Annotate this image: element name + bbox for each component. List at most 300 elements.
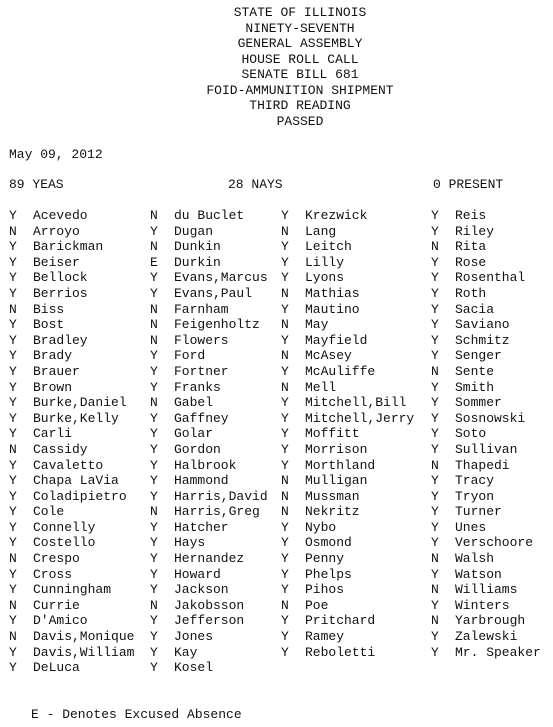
- vote-row: [281, 520, 414, 536]
- vote-mark: Y: [431, 208, 439, 223]
- vote-mark: Y: [431, 441, 439, 457]
- vote-row: [150, 582, 268, 598]
- member-name: Durkin: [174, 254, 221, 270]
- vote-row: [150, 395, 268, 411]
- vote-mark: Y: [431, 317, 439, 333]
- vote-row: [150, 613, 268, 629]
- member-name: Ramey: [305, 629, 345, 645]
- vote-row: [150, 380, 268, 396]
- member-name: Turner: [455, 504, 502, 520]
- member-name: Jakobsson: [174, 597, 245, 613]
- member-name: Cross: [33, 566, 73, 582]
- member-name: Carli: [33, 426, 73, 442]
- vote-row: [9, 458, 134, 474]
- vote-row: [281, 333, 414, 349]
- member-name: Evans,Paul: [174, 285, 253, 301]
- vote-row: [281, 380, 414, 396]
- vote-row: [150, 286, 268, 302]
- vote-row: [431, 551, 541, 567]
- vote-mark: N: [150, 317, 158, 333]
- vote-row: [150, 333, 268, 349]
- vote-row: [9, 224, 134, 240]
- member-name: Costello: [33, 535, 96, 551]
- vote-mark: Y: [150, 410, 158, 426]
- member-name: Watson: [455, 566, 502, 582]
- vote-mark: Y: [150, 613, 158, 629]
- vote-mark: Y: [150, 270, 158, 286]
- member-name: Ford: [174, 348, 206, 364]
- vote-mark: Y: [9, 254, 17, 270]
- member-name: Nybo: [305, 519, 337, 535]
- member-name: Rosenthal: [455, 270, 526, 286]
- vote-row: [431, 395, 541, 411]
- vote-row: [150, 458, 268, 474]
- vote-row: [431, 286, 541, 302]
- vote-row: [431, 582, 541, 598]
- vote-row: [150, 535, 268, 551]
- member-name: Gaffney: [174, 410, 229, 426]
- vote-row: [9, 208, 134, 224]
- vote-mark: Y: [9, 317, 17, 333]
- vote-mark: N: [9, 441, 17, 457]
- vote-mark: Y: [9, 285, 17, 301]
- vote-mark: Y: [150, 660, 158, 676]
- vote-mark: Y: [9, 426, 17, 442]
- member-name: Poe: [305, 597, 329, 613]
- vote-row: [431, 613, 541, 629]
- vote-mark: Y: [150, 426, 158, 442]
- vote-row: [9, 645, 134, 661]
- vote-mark: Y: [431, 410, 439, 426]
- vote-row: [431, 348, 541, 364]
- member-name: du Buclet: [174, 208, 245, 223]
- member-name: Lang: [305, 223, 337, 239]
- vote-row: [281, 395, 414, 411]
- member-name: Harris,Greg: [174, 504, 260, 520]
- vote-row: [281, 489, 414, 505]
- member-name: Leitch: [305, 239, 352, 255]
- vote-mark: N: [150, 208, 158, 223]
- member-name: Rose: [455, 254, 487, 270]
- vote-mark: N: [431, 551, 439, 567]
- vote-mark: Y: [431, 644, 439, 660]
- vote-row: [9, 364, 134, 380]
- vote-mark: Y: [431, 535, 439, 551]
- member-name: Zalewski: [455, 629, 518, 645]
- vote-row: [431, 535, 541, 551]
- vote-row: [150, 645, 268, 661]
- vote-row: [9, 442, 134, 458]
- member-name: Howard: [174, 566, 221, 582]
- member-name: Schmitz: [455, 332, 510, 348]
- vote-mark: Y: [9, 644, 17, 660]
- header-bill-number: SENATE BILL 681: [241, 67, 359, 82]
- vote-row: [281, 302, 414, 318]
- vote-mark: Y: [431, 629, 439, 645]
- member-name: Rita: [455, 239, 487, 255]
- vote-row: [9, 629, 134, 645]
- member-name: Saviano: [455, 317, 510, 333]
- member-name: Berrios: [33, 285, 88, 301]
- vote-row: [281, 598, 414, 614]
- vote-row: [9, 270, 134, 286]
- vote-mark: Y: [150, 566, 158, 582]
- vote-row: [9, 567, 134, 583]
- vote-mark: N: [281, 504, 289, 520]
- vote-mark: Y: [281, 426, 289, 442]
- vote-mark: N: [281, 488, 289, 504]
- vote-row: [9, 660, 134, 676]
- member-name: Mathias: [305, 285, 360, 301]
- header-bill-title: FOID-AMMUNITION SHIPMENT: [206, 82, 394, 98]
- vote-mark: Y: [281, 613, 289, 629]
- header-session: NINETY-SEVENTH: [245, 20, 355, 36]
- vote-row: [431, 224, 541, 240]
- member-name: Jones: [174, 629, 214, 645]
- member-name: Winters: [455, 597, 510, 613]
- member-name: Morrison: [305, 441, 368, 457]
- vote-row: [281, 458, 414, 474]
- vote-mark: N: [150, 597, 158, 613]
- vote-mark: Y: [431, 348, 439, 364]
- member-name: Cunningham: [33, 582, 112, 598]
- member-name: Coladipietro: [33, 488, 127, 504]
- vote-row: [9, 395, 134, 411]
- vote-mark: Y: [9, 519, 17, 535]
- roll-call-header: [0, 5, 553, 129]
- member-name: Osmond: [305, 535, 352, 551]
- member-name: Lilly: [305, 254, 345, 270]
- vote-row: [431, 442, 541, 458]
- vote-mark: Y: [150, 348, 158, 364]
- member-name: Reboletti: [305, 644, 376, 660]
- vote-row: [431, 473, 541, 489]
- member-name: DeLuca: [33, 660, 80, 676]
- member-name: Sente: [455, 363, 495, 379]
- vote-row: [150, 224, 268, 240]
- member-name: Mayfield: [305, 332, 368, 348]
- member-name: Currie: [33, 597, 80, 613]
- vote-mark: Y: [150, 519, 158, 535]
- vote-row: [431, 317, 541, 333]
- member-name: Smith: [455, 379, 495, 395]
- member-name: Reis: [455, 208, 487, 223]
- vote-row: [281, 286, 414, 302]
- vote-row: [150, 629, 268, 645]
- vote-row: [150, 411, 268, 427]
- member-name: Pihos: [305, 582, 345, 598]
- member-name: Mr. Speaker: [455, 644, 541, 660]
- vote-mark: Y: [150, 551, 158, 567]
- member-name: Senger: [455, 348, 502, 364]
- vote-mark: Y: [431, 473, 439, 489]
- vote-mark: Y: [281, 629, 289, 645]
- vote-mark: Y: [431, 301, 439, 317]
- vote-row: [150, 504, 268, 520]
- vote-mark: Y: [9, 332, 17, 348]
- member-name: Kosel: [174, 660, 214, 676]
- member-name: Cavaletto: [33, 457, 104, 473]
- vote-mark: Y: [281, 332, 289, 348]
- vote-mark: Y: [281, 582, 289, 598]
- vote-mark: Y: [431, 519, 439, 535]
- member-name: Pritchard: [305, 613, 376, 629]
- vote-mark: Y: [150, 644, 158, 660]
- vote-row: [150, 551, 268, 567]
- vote-row: [9, 348, 134, 364]
- member-name: Lyons: [305, 270, 345, 286]
- vote-mark: N: [9, 301, 17, 317]
- vote-row: [281, 270, 414, 286]
- vote-mark: Y: [9, 504, 17, 520]
- vote-mark: Y: [150, 363, 158, 379]
- member-name: Fortner: [174, 363, 229, 379]
- member-name: Gabel: [174, 395, 214, 411]
- vote-row: [431, 411, 541, 427]
- member-name: Connelly: [33, 519, 96, 535]
- vote-row: [150, 270, 268, 286]
- vote-mark: Y: [281, 363, 289, 379]
- member-name: Cassidy: [33, 441, 88, 457]
- vote-mark: Y: [281, 519, 289, 535]
- vote-mark: Y: [281, 441, 289, 457]
- vote-mark: N: [150, 332, 158, 348]
- vote-mark: Y: [281, 566, 289, 582]
- vote-row: [9, 582, 134, 598]
- vote-mark: Y: [431, 379, 439, 395]
- member-name: Feigenholtz: [174, 317, 260, 333]
- member-name: Davis,William: [33, 644, 135, 660]
- vote-mark: N: [281, 317, 289, 333]
- member-name: Hernandez: [174, 551, 245, 567]
- vote-mark: Y: [150, 285, 158, 301]
- vote-mark: Y: [9, 239, 17, 255]
- member-name: Gordon: [174, 441, 221, 457]
- vote-mark: N: [431, 457, 439, 473]
- vote-mark: N: [431, 363, 439, 379]
- vote-mark: Y: [150, 441, 158, 457]
- present-count: 0 PRESENT: [433, 177, 504, 192]
- member-name: Williams: [455, 582, 518, 598]
- vote-mark: Y: [431, 566, 439, 582]
- vote-mark: N: [431, 582, 439, 598]
- member-name: Hatcher: [174, 519, 229, 535]
- vote-row: [150, 426, 268, 442]
- vote-row: [150, 473, 268, 489]
- vote-mark: Y: [9, 208, 17, 223]
- vote-row: [150, 348, 268, 364]
- vote-row: [150, 660, 268, 676]
- member-name: Hays: [174, 535, 206, 551]
- member-name: Mitchell,Bill: [305, 395, 407, 411]
- vote-mark: N: [431, 239, 439, 255]
- vote-mark: Y: [431, 254, 439, 270]
- header-roll-call: HOUSE ROLL CALL: [241, 51, 359, 67]
- vote-row: [281, 348, 414, 364]
- vote-row: [281, 239, 414, 255]
- vote-mark: Y: [281, 270, 289, 286]
- member-name: Brauer: [33, 363, 80, 379]
- vote-row: [9, 239, 134, 255]
- vote-row: [9, 598, 134, 614]
- vote-mark: Y: [150, 473, 158, 489]
- vote-row: [9, 333, 134, 349]
- member-name: Hammond: [174, 473, 229, 489]
- vote-mark: Y: [150, 629, 158, 645]
- vote-mark: Y: [9, 395, 17, 411]
- vote-mark: Y: [431, 426, 439, 442]
- vote-row: [150, 598, 268, 614]
- vote-row: [150, 489, 268, 505]
- member-name: Verschoore: [455, 535, 534, 551]
- vote-column-3: [281, 208, 414, 660]
- vote-row: [150, 442, 268, 458]
- vote-column-1: [9, 208, 134, 676]
- member-name: Franks: [174, 379, 221, 395]
- vote-mark: N: [150, 239, 158, 255]
- member-name: McAsey: [305, 348, 352, 364]
- vote-row: [150, 302, 268, 318]
- vote-row: [281, 317, 414, 333]
- member-name: Davis,Monique: [33, 629, 135, 645]
- member-name: McAuliffe: [305, 363, 376, 379]
- vote-row: [9, 411, 134, 427]
- member-name: Halbrook: [174, 457, 237, 473]
- vote-mark: N: [150, 301, 158, 317]
- vote-mark: Y: [150, 457, 158, 473]
- vote-row: [431, 239, 541, 255]
- vote-row: [431, 504, 541, 520]
- vote-row: [281, 224, 414, 240]
- vote-mark: Y: [150, 379, 158, 395]
- vote-row: [9, 302, 134, 318]
- member-name: Brown: [33, 379, 73, 395]
- vote-mark: Y: [431, 285, 439, 301]
- member-name: Penny: [305, 551, 345, 567]
- vote-mark: Y: [281, 395, 289, 411]
- member-name: Bellock: [33, 270, 88, 286]
- member-name: Mautino: [305, 301, 360, 317]
- vote-row: [431, 520, 541, 536]
- header-state: STATE OF ILLINOIS: [233, 5, 367, 20]
- vote-row: [150, 317, 268, 333]
- vote-row: [281, 442, 414, 458]
- vote-mark: N: [150, 504, 158, 520]
- vote-mark: Y: [431, 395, 439, 411]
- member-name: Mulligan: [305, 473, 368, 489]
- vote-mark: E: [150, 254, 158, 270]
- member-name: Kay: [174, 644, 198, 660]
- vote-mark: Y: [281, 410, 289, 426]
- vote-mark: Y: [9, 457, 17, 473]
- member-name: Roth: [455, 285, 487, 301]
- vote-mark: N: [9, 629, 17, 645]
- member-name: Dugan: [174, 223, 214, 239]
- member-name: Tryon: [455, 488, 495, 504]
- vote-mark: Y: [281, 551, 289, 567]
- vote-row: [150, 208, 268, 224]
- vote-row: [281, 255, 414, 271]
- member-name: Riley: [455, 223, 495, 239]
- vote-row: [9, 380, 134, 396]
- vote-row: [431, 645, 541, 661]
- vote-mark: Y: [281, 254, 289, 270]
- vote-row: [431, 333, 541, 349]
- yeas-count: 89 YEAS: [9, 177, 64, 192]
- member-name: Crespo: [33, 551, 80, 567]
- member-name: Phelps: [305, 566, 352, 582]
- vote-row: [281, 535, 414, 551]
- vote-mark: N: [9, 597, 17, 613]
- vote-row: [431, 208, 541, 224]
- vote-mark: N: [281, 379, 289, 395]
- member-name: Mitchell,Jerry: [305, 410, 415, 426]
- member-name: Krezwick: [305, 208, 368, 223]
- member-name: Morthland: [305, 457, 376, 473]
- member-name: Jefferson: [174, 613, 245, 629]
- member-name: Farnham: [174, 301, 229, 317]
- vote-mark: Y: [431, 223, 439, 239]
- member-name: Sullivan: [455, 441, 518, 457]
- vote-row: [281, 645, 414, 661]
- vote-row: [150, 364, 268, 380]
- vote-mark: Y: [9, 488, 17, 504]
- member-name: Mell: [305, 379, 337, 395]
- member-name: May: [305, 317, 329, 333]
- vote-row: [431, 255, 541, 271]
- vote-mark: N: [281, 348, 289, 364]
- member-name: Evans,Marcus: [174, 270, 268, 286]
- vote-mark: Y: [281, 644, 289, 660]
- member-name: Burke,Daniel: [33, 395, 127, 411]
- vote-mark: Y: [150, 582, 158, 598]
- vote-column-2: [150, 208, 268, 676]
- vote-mark: N: [281, 597, 289, 613]
- member-name: Soto: [455, 426, 487, 442]
- member-name: Bradley: [33, 332, 88, 348]
- vote-row: [281, 426, 414, 442]
- footnote-excused: E - Denotes Excused Absence: [31, 707, 242, 722]
- vote-row: [281, 613, 414, 629]
- vote-row: [9, 473, 134, 489]
- member-name: Brady: [33, 348, 73, 364]
- vote-row: [281, 504, 414, 520]
- vote-mark: Y: [9, 348, 17, 364]
- member-name: Jackson: [174, 582, 229, 598]
- vote-mark: Y: [9, 473, 17, 489]
- vote-row: [431, 426, 541, 442]
- vote-mark: Y: [431, 504, 439, 520]
- vote-row: [9, 286, 134, 302]
- vote-mark: Y: [9, 535, 17, 551]
- vote-row: [431, 567, 541, 583]
- member-name: Acevedo: [33, 208, 88, 223]
- vote-row: [9, 504, 134, 520]
- vote-mark: Y: [9, 379, 17, 395]
- member-name: Golar: [174, 426, 214, 442]
- nays-count: 28 NAYS: [228, 177, 283, 192]
- vote-row: [9, 489, 134, 505]
- vote-mark: Y: [9, 270, 17, 286]
- member-name: Chapa LaVia: [33, 473, 119, 489]
- vote-row: [9, 535, 134, 551]
- vote-row: [9, 426, 134, 442]
- member-name: Harris,David: [174, 488, 268, 504]
- member-name: Beiser: [33, 254, 80, 270]
- vote-row: [9, 255, 134, 271]
- member-name: Unes: [455, 519, 487, 535]
- vote-mark: Y: [9, 582, 17, 598]
